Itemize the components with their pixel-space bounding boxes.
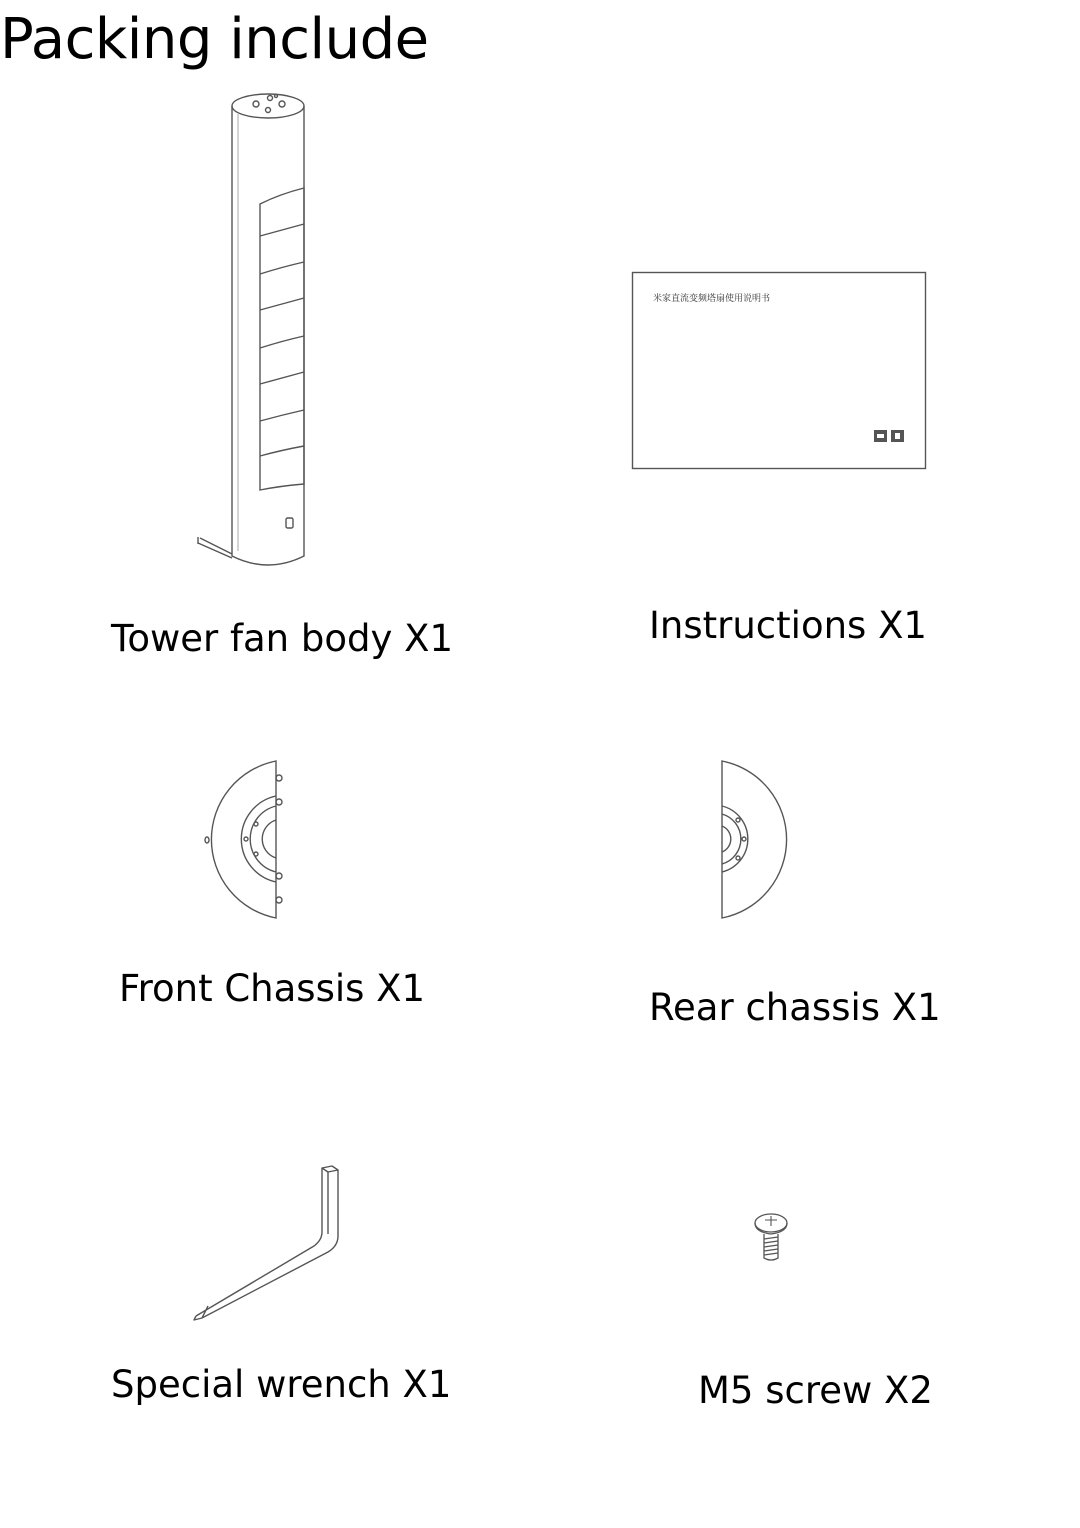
instruction-booklet-icon [631, 271, 929, 473]
screw-icon [750, 1210, 794, 1266]
item-caption-screw: M5 screw X2 [698, 1369, 933, 1412]
booklet-cover-title: 米家直流变频塔扇使用说明书 [653, 294, 771, 304]
wrench-icon [188, 1160, 348, 1326]
item-caption-instructions: Instructions X1 [649, 604, 927, 647]
item-caption-rear-chassis: Rear chassis X1 [649, 986, 941, 1029]
rear-chassis-icon [714, 758, 814, 924]
front-chassis-icon [194, 758, 294, 924]
page-title: Packing include [0, 7, 429, 72]
tower-fan-icon [190, 86, 320, 576]
item-caption-tower-fan: Tower fan body X1 [111, 617, 454, 660]
item-caption-front-chassis: Front Chassis X1 [119, 967, 426, 1010]
item-caption-wrench: Special wrench X1 [111, 1363, 452, 1406]
